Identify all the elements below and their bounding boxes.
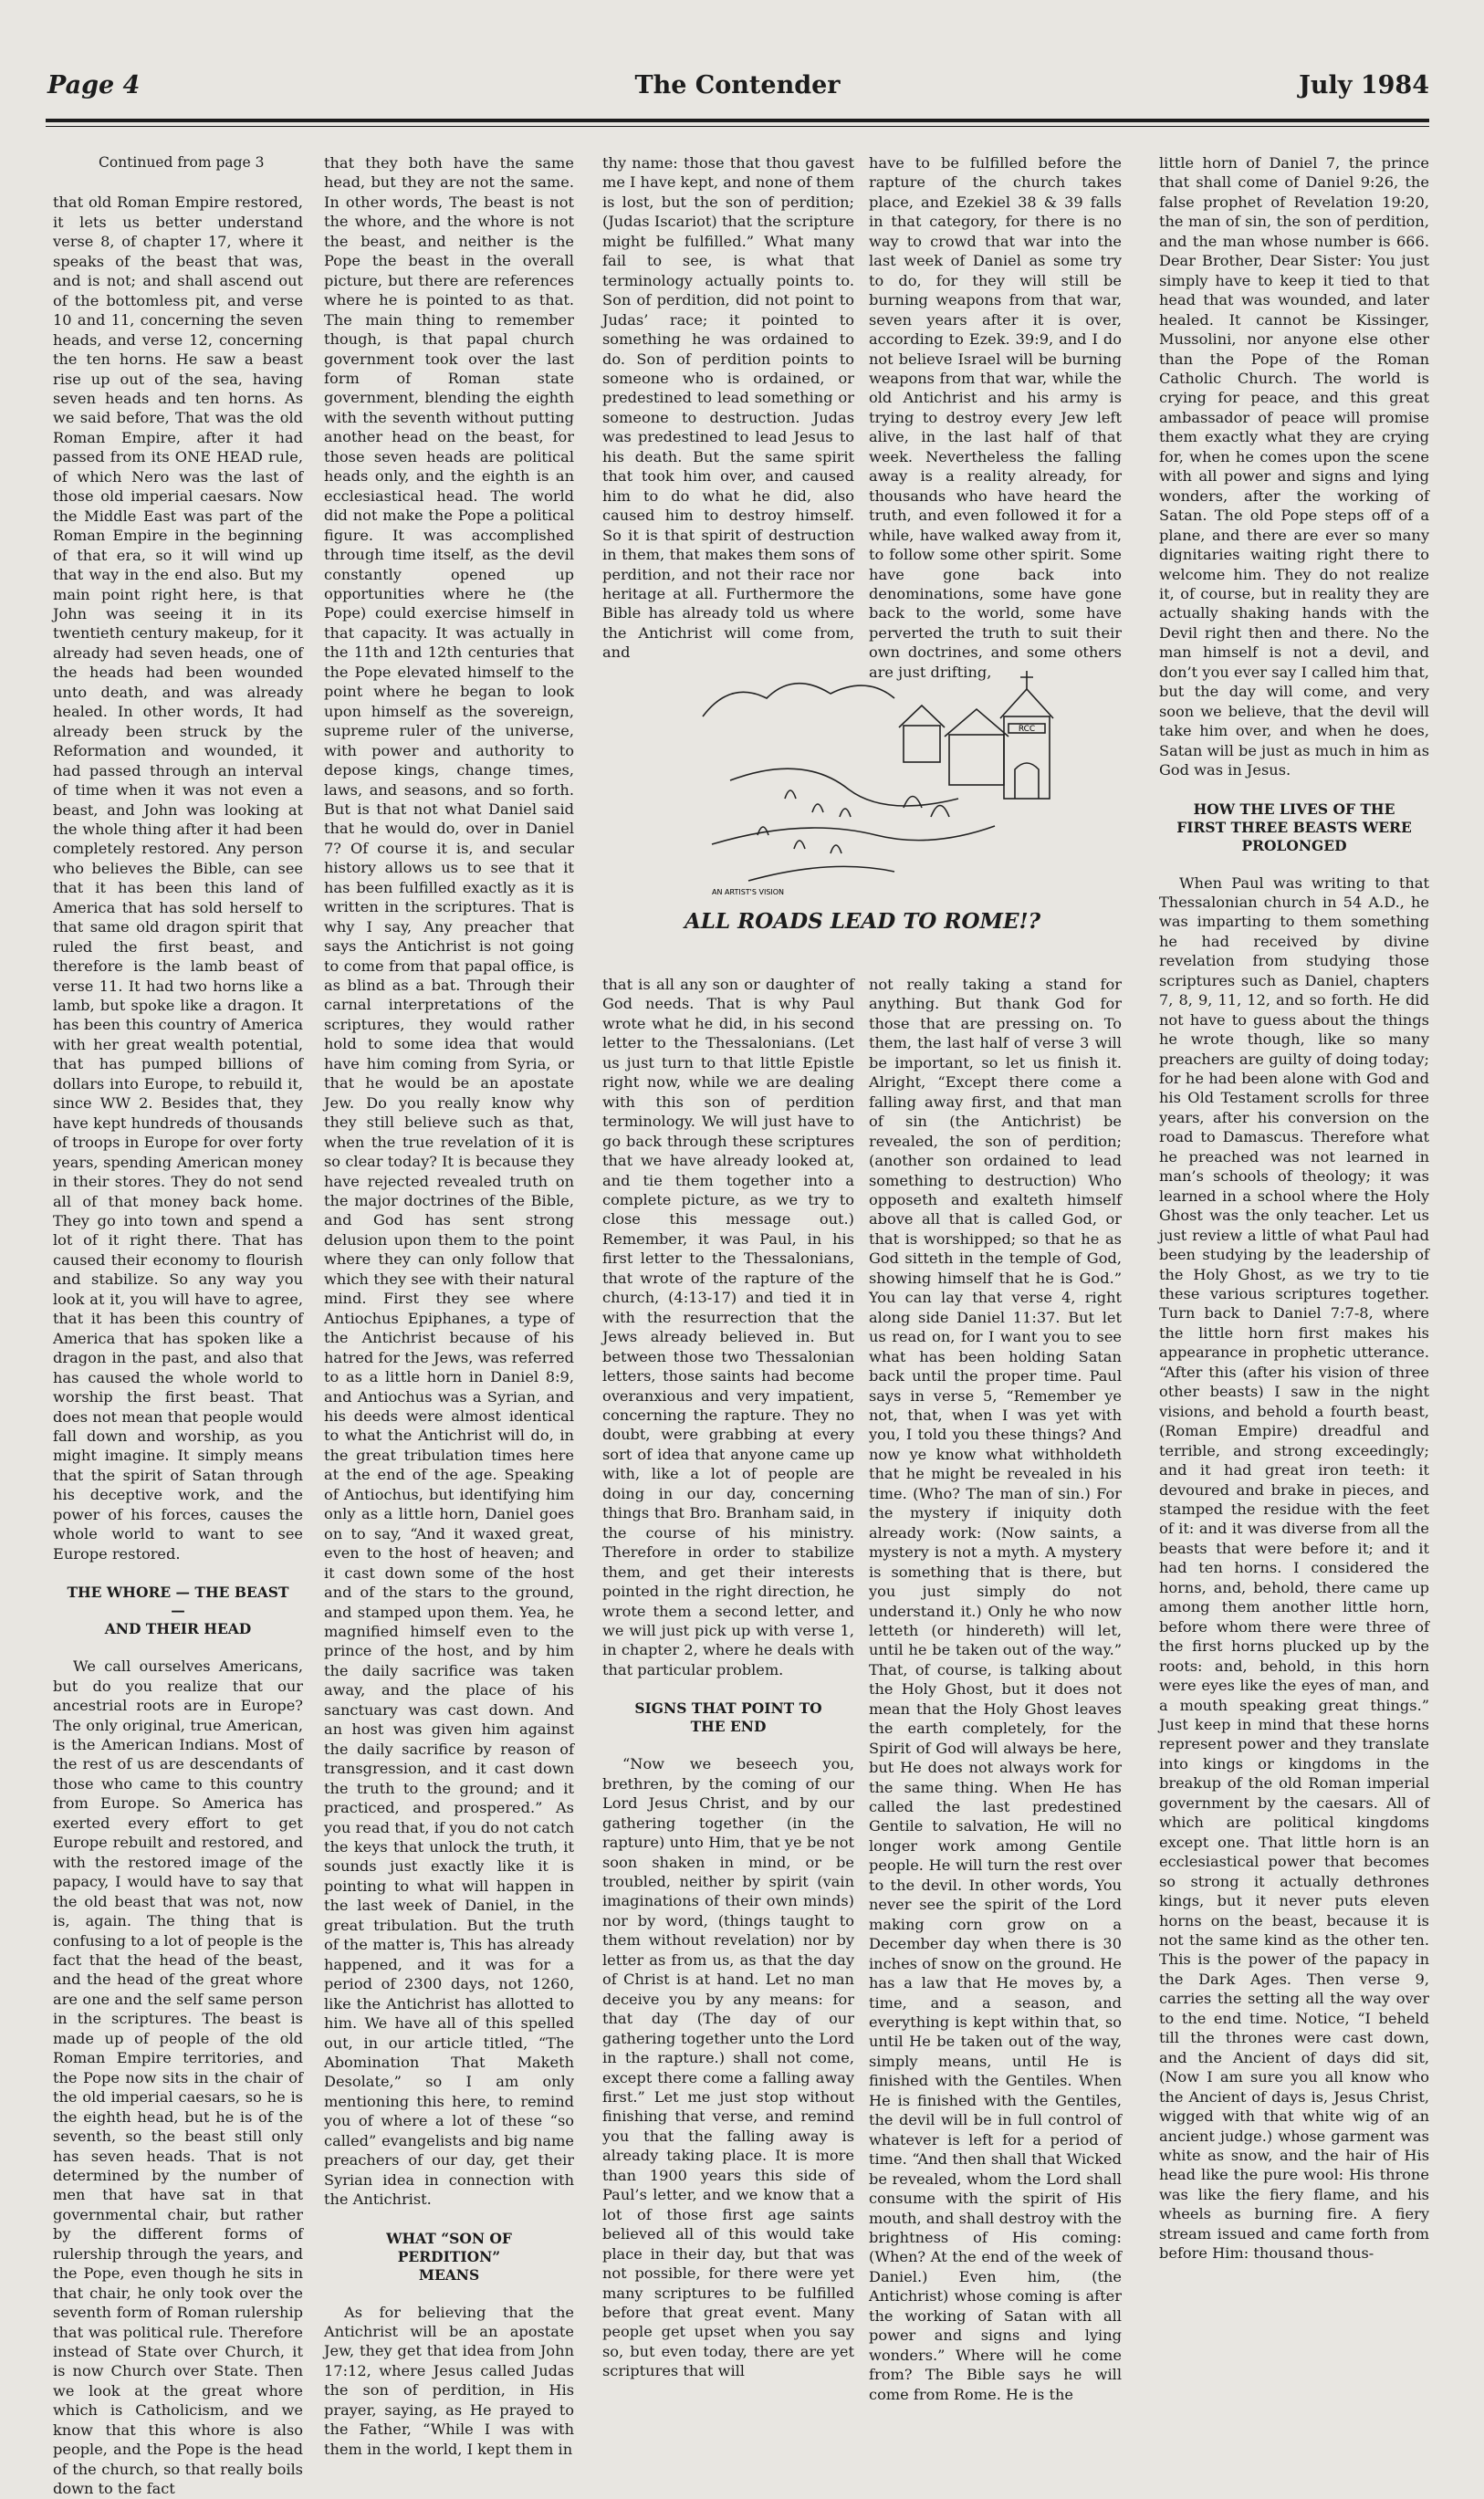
heading-line: SIGNS THAT POINT TO	[634, 1699, 822, 1718]
heading-line: HOW THE LIVES OF THE	[1193, 800, 1395, 818]
masthead-rule-thin	[46, 126, 1429, 127]
column-2-text-a: that they both have the same head, but they are not the same. In other words, The beast is not the whore, and the whore is not the beast, and neither is the Pope the beast in the overall picture, but there are references where he is pointed to as that. The main thing to remember though, is that papal church government took over the last form of Roman state government, blending the eighth with the seventh without putting another head on the beast, for those seven heads are political heads only, and the eighth is an ecclesiastical head. The world did not make the Pope a political figure. It was accomplished through time itself, as the devil constantly opened up opportunities where he (the Pope) could exercise himself in that capacity. It was actually in the 11th and 12th centuries that the Pope elevated himself to the point where he began to look upon himself as the sovereign, supreme ruler of the universe, with power and authority to depose kings, change times, laws, and seasons, and so forth. But is that not what Daniel said that he would do, over in Daniel 7? Of course it is, and secular history allows us to see that it has been fulfilled exactly as it is written in the scriptures. That is why I say, Any preacher that says the Antichrist is not going to come from that papal office, is as blind as a bat. Through their carnal interpretations of the scriptures, they would rather hold to some idea that would have him coming from Syria, or that he would be an apostate Jew. Do you really know why they still believe such as that, when the true revelation of it is so clear today? It is because they have rejected revealed truth on the major doctrines of the Bible, and God has sent strong delusion upon them to the point where they can only follow that which they see with their natural mind. First they see where Antiochus Epiphanes, a type of the Antichrist because of his hatred for the Jews, was referred to as a little horn in Daniel 8:9, and Antiochus was a Syrian, and his deeds were almost identical to what the Antichrist will do, in the great tribulation times here at the end of the age. Speaking of Antiochus, but identifying him only as a little horn, Daniel goes on to say, “And it waxed great, even to the host of heaven; and it cast down some of the host and of the stars to the ground, and stamped upon them. Yea, he magnified himself even to the prince of the host, and by him the daily sacrifice was taken away, and the place of his sanctuary was cast down. And an host was given him against the daily sacrifice by reason of transgression, and it cast down the truth to the ground; and it practiced, and prospered.” As you read that, if you do not catch the keys that unlock the truth, it sounds just exactly like it is pointing to what will happen in the last week of Daniel, in the great tribulation. But the truth of the matter is, This has already happened, and it was for a period of 2300 days, not 1260, like the Antichrist has allotted to him. We have all of this spelled out, in our article titled, “The Abomination That Maketh Desolate,” so I am only mentioning this here, to remind you of where a lot of these “so called” evangelists and big name preachers of our day, get their Syrian idea in connection with the Antichrist.	[324, 154, 574, 2209]
article-column-4-bottom	[869, 975, 1122, 2403]
roof-outline	[945, 709, 1008, 737]
masthead-rule-thick	[46, 119, 1429, 122]
church-sign-text: RCC	[1018, 725, 1036, 734]
heading-line: PROLONGED	[1241, 836, 1347, 854]
section-heading-beasts	[1168, 800, 1420, 855]
heading-line: FIRST THREE BEASTS WERE	[1176, 818, 1412, 836]
heading-line: AND THEIR HEAD	[104, 1620, 252, 1638]
column-1-text-b: We call ourselves Americans, but do you realize that our ancestrial roots are in Europe? The only original, true American, is the American Indians. Most of the rest of us are descendants of those who came to this country from Europe. So America has exerted every effort to get Europe rebuilt and restored, and with the restored image of the papacy, I would have to say that the old beast that was not, now is, again. The thing that is confusing to a lot of people is the fact that the head of the beast, and the head of the great whore are one and the self same person in the scriptures. The beast is made up of people of the old Roman Empire territories, and the Pope now sits in the chair of the old imperial caesars, so he is the eighth head, but he is of the seventh, so the beast still only has seven heads. That is not determined by the number of men that have sat in that governmental chair, but rather by the different forms of rulership through the years, and the Pope, even though he sits in that chair, he only took over the seventh form of Roman rulership that was political rule. Therefore instead of State over Church, it is now Church over State. Then we look at the great whore which is Catholicism, and we know that this whore is also people, and the Pope is the head of the church, so that really boils down to the fact	[53, 1657, 303, 2498]
column-1-text-a: that old Roman Empire restored, it lets us better understand verse 8, of chapter 17, where it speaks of the beast that was, and is not; and shall ascend out of the bottomless pit, and verse 10 and 11, concerning the seven heads, and verse 12, concerning the ten horns. He saw a beast rise up out of the sea, having seven heads and ten horns. As we said before, That was the old Roman Empire, after it had passed from its ONE HEAD rule, of which Nero was the last of those old imperial caesars. Now the Middle East was part of the Roman Empire in the beginning of that era, so it will wind up that way in the end also. But my main point right here, is that John was seeing it in its twentieth century makeup, for it already had seven heads, one of the heads had been wounded unto death, and was already healed. In other words, It had already been struck by the Reformation and wounded, it had passed through an interval of time when it was not even a beast, and John was looking at the whole thing after it had been completely restored. Any person who believes the Bible, can see that it has been this land of America that has sold herself to that same old dragon spirit that ruled the first beast, and therefore is the lamb beast of verse 11. It had two horns like a lamb, but spoke like a dragon. It has been this country of America with her great wealth potential, that has pumped billions of dollars into Europe, to rebuild it, since WW 2. Besides that, they have kept hundreds of thousands of troops in Europe for over forty years, spending American money in their stores. They do not send all of that money back home. They go into town and spend a lot of it right there. That has caused their economy to flourish and stabilize. So any way you look at it, you will have to agree, that it has been this country of America that has spoken like a dragon in the past, and also that has caused the whole world to worship the first beast. That does not mean that people would fall down and worship, as you might imagine. It simply means that the spirit of Satan through his deceptive work, and the power of his forces, causes the whole world to want to see Europe restored.	[53, 193, 303, 1563]
column-3-text-a: thy name: those that thou gavest me I have kept, and none of them is lost, but the son of perdition; (Judas Iscariot) that the scripture might be fulfilled.” What many fail to see, is what that terminology actually points to. Son of perdition, did not point to Judas’ race; it pointed to something he was ordained to do. Son of perdition points to someone who is ordained, or predestined to lead something or someone to destruction. Judas was predestined to lead Jesus to his death. But the same spirit that took him over, and caused him to do what he did, also caused him to destroy himself. So it is that spirit of destruction in them, that makes them sons of perdition, and not their race nor heritage at all. Furthermore the Bible has already told us where the Antichrist will come from, and	[602, 154, 854, 662]
road-line	[748, 866, 894, 881]
column-4-text-b: not really taking a stand for anything. But thank God for those that are pressing on. To them, the last half of verse 3 will be important, so let us finish it. Alright, “Except there come a falling away first, and that man of sin (the Antichrist) be revealed, the son of perdition; (another son ordained to lead something to destruction) Who opposeth and exalteth himself above all that is called God, or that is worshipped; so that he as God sitteth in the temple of God, showing himself that he is God.” You can lay that verse 4, right along side Daniel 11:37. But let us read on, for I want you to see what has been holding Satan back until the proper time. Paul says in verse 5, “Remember ye not, that, when I was yet with you, I told you these things? And now ye know what withholdeth that he might be revealed in his time. (Who? The man of sin.) For the mystery if iniquity doth already work: (Now saints, a mystery is not a myth. A mystery is something that is there, but you just simply do not understand it.) Only he who now letteth (or hindereth) will let, until he be taken out of the way.” That, of course, is talking about the Holy Ghost, but it does not mean that the Holy Ghost leaves the earth completely, for the Spirit of God will always be here, but He does not always work for the same thing. When He has called the last predestined Gentile to salvation, He will no longer work among Gentile people. He will turn the rest over to the devil. In other words, You never see the spirit of the Lord making corn grow on a December day when there is 30 inches of snow on the ground. He has a law that He moves by, a time, and a season, and everything is kept within that, so until He be taken out of the way, simply means, until He is finished with the Gentiles. When He is finished with the Gentiles, the devil will be in full control of whatever is left for a period of time. “And then shall that Wicked be revealed, whom the Lord shall consume with the spirit of His mouth, and shall destroy with the brightness of His coming: (When? At the end of the week of Daniel.) Even him, (the Antichrist) whose coming is after the working of Satan with all power and signs and lying wonders.” Where will he come from? The Bible says he will come from Rome. He is the	[869, 976, 1122, 2403]
column-2-text-b: As for believing that the Antichrist will be an apostate Jew, they get that idea from John 17:12, where Jesus called Judas the son of perdition, in His prayer, saying, as He prayed to the Father, “While I was with them in the world, I kept them in	[324, 2303, 574, 2458]
newspaper-title: The Contender	[634, 71, 841, 99]
column-5-text-a: little horn of Daniel 7, the prince that shall come of Daniel 9:26, the false prophet of Revelation 19:20, the man of sin, the son of perdition, and the man whose number is 666. Dear Brother, Dear Sister: You just simply have to keep it tied to that head that was wounded, and later healed. It cannot be Kissinger, Mussolini, nor anyone else other than the Pope of the Roman Catholic Church. The world is crying for peace, and this great ambassador of peace will promise them exactly what they are crying for, when he comes upon the scene with all power and signs and lying wonders, after the working of Satan. The old Pope steps off of a plane, and there are ever so many dignitaries waiting right there to welcome him. They do not realize it, of course, but in reality they are actually shaking hands with the Devil right then and there. No the man himself is not a devil, and don’t you ever say I called him that, but the day will come, and very soon we believe, that the devil will take him over, and when he does, Satan will be just as much in him as God was in Jesus.	[1159, 154, 1429, 779]
house-outline	[904, 726, 940, 762]
cartoon-caption: ALL ROADS LEAD TO ROME!?	[684, 909, 1041, 934]
trees-sketch	[904, 797, 949, 818]
heading-line: MEANS	[418, 2265, 480, 2284]
article-column-3-bottom	[602, 975, 854, 2380]
issue-date: July 1984	[1299, 71, 1429, 99]
heading-line: THE END	[690, 1718, 767, 1736]
column-5-text-b: When Paul was writing to that Thessalonian church in 54 A.D., he was imparting to them something he had received by divine revelation from studying those scriptures such as Daniel, chapters 7, 8, 9, 11, 12, and so forth. He did not have to guess about the things he wrote though, like so many preachers are guilty of doing today; for he had been alone with God and his Old Testament scrolls for three years, after his conversion on the road to Damascus. Therefore what he preached was not learned in man’s schools of theology; it was learned in a school where the Holy Ghost was the only teacher. Let us just review a little of what Paul had been studying by the leadership of the Holy Ghost, as we try to tie these various scriptures together. Turn back to Daniel 7:7-8, where the little horn first makes his appearance in prophetic utterance. “After this (after his vision of three other beasts) I saw in the night visions, and behold a fourth beast, (Roman Empire) dreadful and terrible, and strong exceedingly; and it had great iron teeth: it devoured and brake in pieces, and stamped the residue with the feet of it: and it was diverse from all the beasts that were before it; and it had ten horns. I considered the horns, and, behold, there came up among them another little horn, before whom there were three of the first horns plucked up by the roots: and, behold, in this horn were eyes like the eyes of man, and a mouth speaking great things.” Just keep in mind that these horns represent power and they translate into kings or kingdoms in the breakup of the old Roman imperial government by the caesars. All of which are political kingdoms except one. That little horn is an ecclesiastical power that becomes so strong it actually dethrones kings, but it never puts eleven horns on the beast, because it is not the same kind as the other ten. This is the power of the papacy in the Dark Ages. Then verse 9, carries the setting all the way over to the end time. Notice, “I beheld till the thrones were cast down, and the Ancient of days did sit, (Now I am sure you all know who the Ancient of days is, Jesus Christ, wigged with that white wig of an ancient judge.) whose garment was white as snow, and the hair of His head like the pure wool: His throne was like the fiery flame, and his wheels as burning fire. A fiery stream issued and came forth from before Him: thousand thous-	[1159, 873, 1429, 2263]
cartoon-illustration	[694, 662, 1059, 908]
church-roof-outline	[1000, 689, 1053, 718]
heading-line: WHAT “SON OF PERDITION”	[386, 2229, 512, 2265]
column-3-text-c: “Now we beseech you, brethren, by the coming of our Lord Jesus Christ, and by our gathering together (in the rapture) unto Him, that ye be not soon shaken in mind, or be troubled, neither by spirit (vain imaginations of their own minds) nor by word, (things taught to them without revelation) nor by letter as from us, as that the day of Christ is at hand. Let no man deceive you by any means: for that day (The day of our gathering together unto the Lord in the rapture.) shall not come, except there come a falling away first.” Let me just stop without finishing that verse, and remind you that the falling away is already taking place. It is more than 1900 years this side of Paul’s letter, and we know that a lot of those first age saints believed all of this would take place in their day, but that was not possible, for there were yet many scriptures to be fulfilled before that great event. Many people get upset when you say so, but even today, there are yet scriptures that will	[602, 1755, 854, 2380]
column-4-text-a: have to be fulfilled before the rapture of the church takes place, and Ezekiel 38 & 39 falls in that category, for there is no way to crowd that war into the last week of Daniel as some try to do, for they will still be burning weapons from that war, seven years after it is over, according to Ezek. 39:9, and I do not believe Israel will be burning weapons from that war, while the old Antichrist and his army is trying to destroy every Jew left alive, in the last half of that week. Nevertheless the falling away is a reality already, for thousands who have heard the truth, and even followed it for a while, have walked away from it, to follow some other spirit. Some have gone back into denominations, some have gone back to the world, some have perverted the truth to suit their own doctrines, and some others are just drifting,	[869, 154, 1122, 681]
road-line	[730, 769, 958, 806]
section-heading-perdition	[333, 2230, 565, 2285]
road-line	[712, 826, 995, 844]
heading-line: THE WHORE — THE BEAST —	[67, 1584, 289, 1620]
masthead	[46, 71, 1429, 111]
house-outline	[949, 735, 1004, 785]
artist-signature: AN ARTIST'S VISION	[712, 888, 785, 896]
section-heading-whore	[62, 1584, 294, 1638]
roof-outline	[899, 706, 945, 727]
trees-sketch	[758, 790, 851, 853]
church-door	[1015, 763, 1039, 799]
article-column-5	[1159, 153, 1429, 2289]
section-heading-signs	[611, 1699, 845, 1736]
page-number: Page 4	[47, 71, 141, 99]
article-column-2	[324, 153, 574, 2458]
hill-outline	[703, 684, 894, 716]
cross-icon	[1020, 671, 1033, 689]
continued-note: Continued from page 3	[99, 154, 265, 171]
column-3-text-b: that is all any son or daughter of God needs. That is why Paul wrote what he did, in his second letter to the Thessalonians. (Let us just turn to that little Epistle right now, while we are dealing with this son of perdition terminology. We will just have to go back through these scriptures that we have already looked at, and tie them together into a complete picture, as we try to close this message out.) Remember, it was Paul, in his first letter to the Thessalonians, that wrote of the rapture of the church, (4:13-17) and tied it in with the resurrection that the Jews already believed in. But between those two Thessalonian letters, those saints had become overanxious and very impatient, concerning the rapture. They no doubt, were grabbing at every sort of idea that anyone came up with, like a lot of people are doing in our day, concerning things that Bro. Branham said, in the course of his ministry. Therefore in order to stabilize them, and get their interests pointed in the right direction, he wrote them a second letter, and we will just pick up with verse 1, in chapter 2, where he deals with that particular problem.	[602, 976, 854, 1678]
article-column-1	[53, 153, 303, 2498]
